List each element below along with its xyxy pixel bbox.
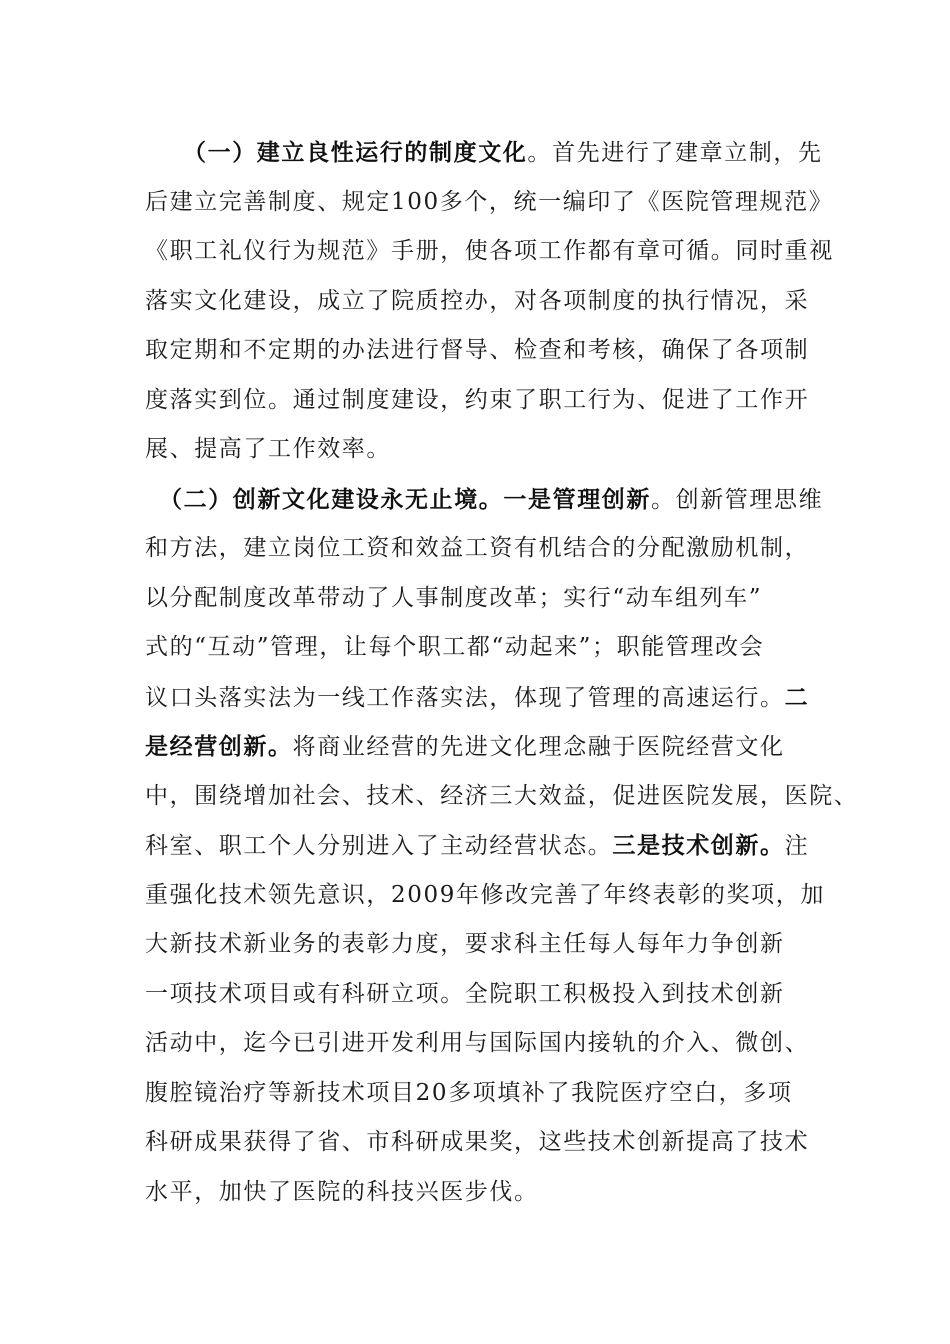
bold-heading-text: 三是技术创新。	[612, 832, 785, 859]
text-line	[145, 623, 825, 673]
text-line	[145, 227, 834, 277]
bold-heading-text: 二	[784, 683, 810, 711]
text-line	[145, 128, 825, 178]
body-text-segment: 取定期和不定期的办法进行督导、检查和考核，确保了各项制	[145, 337, 810, 363]
body-text-segment: 。创新管理思维	[651, 486, 824, 513]
text-line	[145, 326, 825, 376]
body-text-segment: 和方法，建立岗位工资和效益工资有机结合的分配激励机制，	[145, 535, 810, 561]
body-text-segment: 重强化技术领先意识，2009年修改完善了年终表彰的奖项，加	[145, 881, 825, 908]
text-line	[145, 1118, 825, 1168]
text-line	[145, 920, 825, 970]
body-text-segment: 科研成果获得了省、市科研成果奖，这些技术创新提高了技术	[145, 1129, 810, 1155]
body-text-segment: 将商业经营的先进文化理念融于医院经营文化	[292, 734, 785, 760]
text-line	[145, 1069, 825, 1119]
text-line	[145, 178, 834, 228]
bold-heading-text: （一）建立良性运行的制度文化	[183, 139, 528, 166]
text-line	[145, 970, 825, 1020]
body-text-segment: 式的“互动”管理，让每个职工都“动起来”；职能管理改会	[145, 634, 765, 660]
body-text-segment: 落实文化建设，成立了院质控办，对各项制度的执行情况，采	[145, 287, 810, 314]
text-line	[145, 475, 825, 525]
text-line	[145, 772, 859, 822]
text-line	[145, 574, 825, 624]
body-text-segment: 一项技术项目或有科研立项。全院职工积极投入到技术创新	[145, 980, 785, 1007]
body-text-segment: 活动中，迄今已引进开发利用与国际国内接轨的介入、微创、	[145, 1030, 810, 1056]
body-text-segment: 后建立完善制度、规定100多个，统一编印了《医院管理规范》	[145, 188, 834, 215]
body-text-segment: 度落实到位。通过制度建设，约束了职工行为、促进了工作开	[145, 386, 810, 413]
body-text-segment: 注	[784, 833, 810, 859]
text-line	[145, 722, 825, 772]
body-text-segment: 水平，加快了医院的科技兴医步伐。	[145, 1178, 539, 1205]
body-text-segment: 中，围绕增加社会、技术、经济三大效益，促进医院发展，医院、	[145, 782, 859, 809]
text-line	[145, 277, 825, 327]
text-line	[145, 425, 825, 475]
body-text-segment: 《职工礼仪行为规范》手册，使各项工作都有章可循。同时重视	[145, 238, 834, 264]
text-line	[145, 821, 825, 871]
text-line	[145, 673, 825, 723]
bold-heading-text: 是经营创新。	[145, 733, 293, 760]
text-line	[145, 871, 825, 921]
text-line	[145, 1168, 825, 1218]
text-line	[145, 376, 825, 426]
text-line	[145, 1019, 825, 1069]
body-text-segment: 展、提高了工作效率。	[145, 436, 391, 462]
bold-heading-text: （二）创新文化建设永无止境。一是管理创新	[159, 485, 651, 513]
body-text-segment: 大新技术新业务的表彰力度，要求科主任每人每年力争创新	[145, 931, 785, 957]
body-text-segment: 科室、职工个人分别进入了主动经营状态。	[145, 833, 613, 859]
text-line	[145, 524, 825, 574]
body-text-segment: 。首先进行了建章立制，先	[527, 140, 823, 166]
body-text-segment: 腹腔镜治疗等新技术项目20多项填补了我院医疗空白，多项	[145, 1079, 793, 1106]
body-text-segment: 议口头落实法为一线工作落实法，体现了管理的高速运行。	[145, 684, 785, 711]
body-text-segment: 以分配制度改革带动了人事制度改革；实行“动车组列车”	[145, 584, 763, 611]
body-text	[145, 128, 859, 1217]
